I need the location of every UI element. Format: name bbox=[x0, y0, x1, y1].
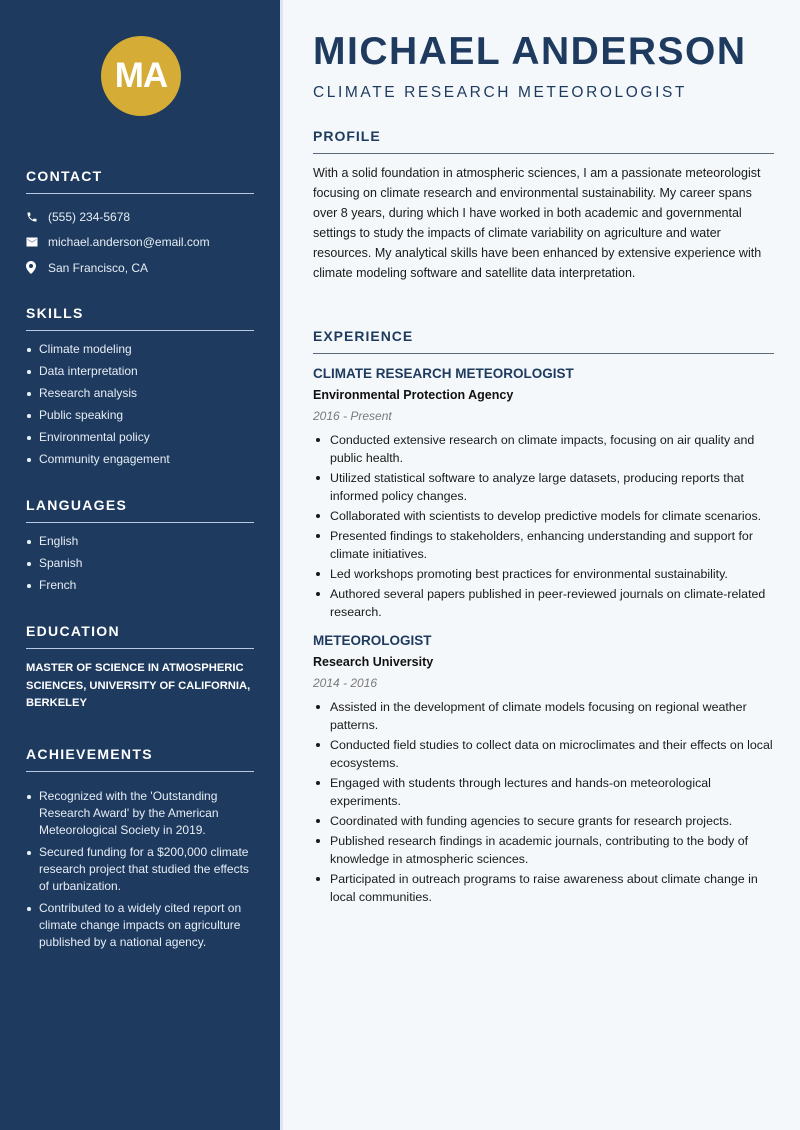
candidate-title: CLIMATE RESEARCH METEOROLOGIST bbox=[313, 84, 687, 101]
email-text: michael.anderson@email.com bbox=[48, 235, 210, 250]
education-degree: MASTER OF SCIENCE IN ATMOSPHERIC SCIENCES, UNIVERSITY OF CALIFORNIA, BERKELEY bbox=[26, 662, 251, 709]
job-bullet: Presented findings to stakeholders, enhancing understanding and support for climate initiatives. bbox=[313, 527, 774, 563]
skill-item: Research analysis bbox=[26, 385, 254, 402]
experience-heading: EXPERIENCE bbox=[313, 328, 774, 354]
skill-item: Environmental policy bbox=[26, 429, 254, 446]
skill-item: Data interpretation bbox=[26, 363, 254, 380]
contact-email bbox=[26, 230, 254, 256]
job-bullet: Participated in outreach programs to raise awareness about climate change in local communities. bbox=[313, 870, 774, 906]
job-bullet: Utilized statistical software to analyze large datasets, producing reports that informed policy changes. bbox=[313, 469, 774, 505]
skill-item: Community engagement bbox=[26, 451, 254, 468]
job-dates: 2014 - 2016 bbox=[313, 676, 378, 690]
job-bullet: Led workshops promoting best practices for environmental sustainability. bbox=[313, 565, 774, 583]
job-dates: 2016 - Present bbox=[313, 409, 392, 423]
job-bullets bbox=[313, 431, 774, 621]
profile-heading: PROFILE bbox=[313, 128, 774, 154]
sidebar bbox=[0, 0, 280, 1130]
job-bullet: Assisted in the development of climate models focusing on regional weather patterns. bbox=[313, 698, 774, 734]
candidate-name: MICHAEL ANDERSON bbox=[313, 30, 747, 73]
job-entry bbox=[313, 366, 774, 621]
contact-location bbox=[26, 255, 254, 281]
language-item: French bbox=[26, 577, 254, 594]
skills-heading: SKILLS bbox=[26, 305, 254, 331]
skills-section bbox=[26, 305, 254, 473]
profile-text: With a solid foundation in atmospheric sciences, I am a passionate meteorologist focusing on climate research and environmental sustainability. My career spans over 8 years, during which I have worked in both academic and governmental settings to study the impacts of climate variability on agriculture and water resources. My analytical skills have been enhanced by extensive experience with climate modeling software and satellite data interpretation. bbox=[313, 166, 762, 280]
phone-text: (555) 234-5678 bbox=[48, 209, 131, 224]
languages-list bbox=[26, 533, 254, 594]
languages-heading: LANGUAGES bbox=[26, 497, 254, 523]
achievement-item: Secured funding for a $200,000 climate research project that studied the effects of urbanization. bbox=[26, 844, 254, 895]
profile-section bbox=[313, 128, 774, 283]
contact-phone bbox=[26, 204, 254, 230]
job-bullet: Authored several papers published in peer-reviewed journals on climate-related research. bbox=[313, 585, 774, 621]
job-bullet: Published research findings in academic journals, contributing to the body of knowledge in atmospheric sciences. bbox=[313, 832, 774, 868]
avatar-initials: MA bbox=[114, 56, 168, 95]
skill-item: Climate modeling bbox=[26, 341, 254, 358]
language-item: English bbox=[26, 533, 254, 550]
skill-item: Public speaking bbox=[26, 407, 254, 424]
job-company: Environmental Protection Agency bbox=[313, 388, 514, 402]
achievements-section bbox=[26, 746, 254, 956]
achievement-item: Recognized with the 'Outstanding Research Award' by the American Meteorological Society in 2019. bbox=[26, 788, 254, 839]
main-content bbox=[280, 0, 800, 1130]
achievements-heading: ACHIEVEMENTS bbox=[26, 746, 254, 772]
job-bullet: Conducted extensive research on climate impacts, focusing on air quality and public health. bbox=[313, 431, 774, 467]
contact-section bbox=[26, 168, 254, 281]
experience-section bbox=[313, 328, 774, 908]
job-entry bbox=[313, 633, 774, 906]
job-bullet: Collaborated with scientists to develop predictive models for climate scenarios. bbox=[313, 507, 774, 525]
phone-icon bbox=[26, 211, 48, 223]
job-company: Research University bbox=[313, 655, 434, 669]
job-bullet: Conducted field studies to collect data on microclimates and their effects on local ecosystems. bbox=[313, 736, 774, 772]
avatar bbox=[101, 36, 181, 116]
job-bullets bbox=[313, 698, 774, 906]
language-item: Spanish bbox=[26, 555, 254, 572]
email-icon bbox=[26, 237, 48, 247]
languages-section bbox=[26, 497, 254, 599]
job-role: CLIMATE RESEARCH METEOROLOGIST bbox=[313, 366, 574, 381]
job-bullet: Coordinated with funding agencies to secure grants for research projects. bbox=[313, 812, 774, 830]
skills-list bbox=[26, 341, 254, 468]
education-section bbox=[26, 623, 254, 713]
job-bullet: Engaged with students through lectures and hands-on meteorological experiments. bbox=[313, 774, 774, 810]
contact-heading: CONTACT bbox=[26, 168, 254, 194]
education-heading: EDUCATION bbox=[26, 623, 254, 649]
job-role: METEOROLOGIST bbox=[313, 633, 432, 648]
achievements-list bbox=[26, 788, 254, 951]
location-text: San Francisco, CA bbox=[48, 260, 149, 275]
location-pin-icon bbox=[26, 261, 48, 274]
achievement-item: Contributed to a widely cited report on climate change impacts on agriculture published by a national agency. bbox=[26, 900, 254, 951]
